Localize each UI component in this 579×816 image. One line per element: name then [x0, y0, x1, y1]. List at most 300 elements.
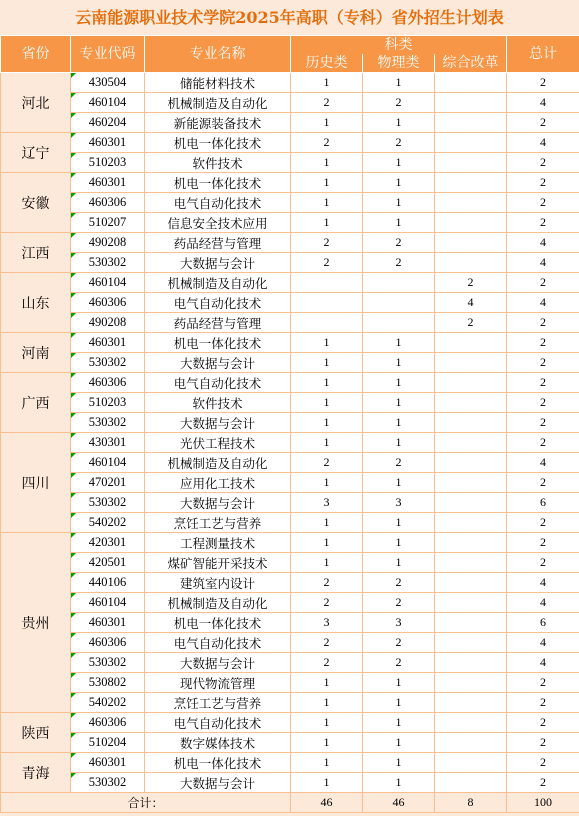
major-code-cell	[71, 293, 145, 313]
major-code-cell	[71, 233, 145, 253]
text-number-marker-icon	[71, 333, 76, 338]
table-row	[1, 73, 579, 93]
text-number-marker-icon	[71, 753, 76, 758]
major-code-cell	[71, 533, 145, 553]
province-cell: 安徽	[1, 173, 71, 233]
reform-count-cell	[435, 673, 507, 693]
physics-count-cell: 1	[363, 773, 435, 793]
total-count-cell: 4	[507, 653, 579, 673]
physics-count-cell: 2	[363, 653, 435, 673]
header-row	[1, 36, 579, 55]
major-code-text: 510203	[88, 395, 127, 409]
text-number-marker-icon	[71, 413, 76, 418]
major-name-cell: 建筑室内设计	[145, 573, 291, 593]
table-row	[1, 693, 579, 713]
text-number-marker-icon	[71, 453, 76, 458]
physics-count-cell: 1	[363, 393, 435, 413]
totals-physics: 46	[363, 793, 435, 813]
table-row	[1, 233, 579, 253]
total-count-cell: 4	[507, 253, 579, 273]
major-name-cell: 电气自动化技术	[145, 633, 291, 653]
text-number-marker-icon	[71, 193, 76, 198]
reform-count-cell	[435, 473, 507, 493]
total-count-cell: 2	[507, 353, 579, 373]
text-number-marker-icon	[71, 633, 76, 638]
total-count-cell: 2	[507, 473, 579, 493]
header-code: 专业代码	[71, 36, 145, 73]
reform-count-cell	[435, 773, 507, 793]
total-count-cell: 4	[507, 633, 579, 653]
reform-count-cell	[435, 233, 507, 253]
physics-count-cell: 3	[363, 613, 435, 633]
history-count-cell: 2	[291, 633, 363, 653]
physics-count-cell: 2	[363, 593, 435, 613]
major-code-text: 460306	[88, 635, 127, 649]
major-code-cell	[71, 173, 145, 193]
reform-count-cell	[435, 573, 507, 593]
physics-count-cell: 1	[363, 753, 435, 773]
table-row	[1, 213, 579, 233]
reform-count-cell	[435, 213, 507, 233]
table-row	[1, 333, 579, 353]
major-name-cell: 机电一体化技术	[145, 333, 291, 353]
major-code-cell	[71, 613, 145, 633]
text-number-marker-icon	[71, 173, 76, 178]
history-count-cell: 1	[291, 373, 363, 393]
major-code-cell	[71, 313, 145, 333]
major-code-cell	[71, 273, 145, 293]
text-number-marker-icon	[71, 93, 76, 98]
history-count-cell: 1	[291, 513, 363, 533]
history-count-cell: 1	[291, 213, 363, 233]
history-count-cell: 2	[291, 133, 363, 153]
province-cell: 山东	[1, 273, 71, 333]
reform-count-cell	[435, 73, 507, 93]
reform-count-cell	[435, 113, 507, 133]
major-code-text: 510204	[88, 735, 127, 749]
text-number-marker-icon	[71, 273, 76, 278]
reform-count-cell	[435, 613, 507, 633]
text-number-marker-icon	[71, 713, 76, 718]
table-row	[1, 773, 579, 793]
province-cell: 江西	[1, 233, 71, 273]
table-row	[1, 173, 579, 193]
physics-count-cell: 2	[363, 633, 435, 653]
totals-reform: 8	[435, 793, 507, 813]
table-body	[1, 73, 579, 793]
major-code-text: 460306	[88, 295, 127, 309]
text-number-marker-icon	[71, 553, 76, 558]
reform-count-cell	[435, 713, 507, 733]
totals-history: 46	[291, 793, 363, 813]
history-count-cell: 1	[291, 73, 363, 93]
major-code-cell	[71, 453, 145, 473]
table-row	[1, 393, 579, 413]
text-number-marker-icon	[71, 153, 76, 158]
major-code-text: 460104	[88, 275, 127, 289]
major-code-text: 460301	[88, 335, 127, 349]
table-row	[1, 713, 579, 733]
physics-count-cell: 1	[363, 173, 435, 193]
major-code-text: 470201	[88, 475, 127, 489]
totals-row	[1, 793, 579, 813]
major-name-cell: 机电一体化技术	[145, 753, 291, 773]
table-row	[1, 553, 579, 573]
reform-count-cell	[435, 633, 507, 653]
major-name-cell: 烹饪工艺与营养	[145, 693, 291, 713]
major-name-cell: 机电一体化技术	[145, 613, 291, 633]
major-code-cell	[71, 113, 145, 133]
physics-count-cell	[363, 313, 435, 333]
major-code-text: 540202	[88, 695, 127, 709]
physics-count-cell: 1	[363, 673, 435, 693]
text-number-marker-icon	[71, 353, 76, 358]
major-name-cell: 药品经营与管理	[145, 233, 291, 253]
total-count-cell: 2	[507, 713, 579, 733]
text-number-marker-icon	[71, 673, 76, 678]
history-count-cell	[291, 313, 363, 333]
major-name-cell: 大数据与会计	[145, 353, 291, 373]
history-count-cell	[291, 273, 363, 293]
total-count-cell: 2	[507, 373, 579, 393]
major-code-text: 420501	[88, 555, 127, 569]
physics-count-cell	[363, 273, 435, 293]
major-code-text: 460306	[88, 195, 127, 209]
table-row	[1, 573, 579, 593]
table-row	[1, 593, 579, 613]
history-count-cell: 1	[291, 713, 363, 733]
table-row	[1, 633, 579, 653]
province-cell: 贵州	[1, 533, 71, 713]
table-row	[1, 193, 579, 213]
text-number-marker-icon	[71, 473, 76, 478]
major-code-cell	[71, 433, 145, 453]
text-number-marker-icon	[71, 513, 76, 518]
history-count-cell: 3	[291, 613, 363, 633]
enrollment-plan-table	[0, 35, 579, 813]
header-reform: 综合改革	[435, 54, 507, 73]
reform-count-cell	[435, 693, 507, 713]
major-name-cell: 应用化工技术	[145, 473, 291, 493]
table-row	[1, 733, 579, 753]
physics-count-cell: 2	[363, 133, 435, 153]
reform-count-cell	[435, 153, 507, 173]
table-row	[1, 93, 579, 113]
header-history: 历史类	[291, 54, 363, 73]
text-number-marker-icon	[71, 253, 76, 258]
major-code-cell	[71, 73, 145, 93]
major-code-cell	[71, 633, 145, 653]
text-number-marker-icon	[71, 73, 76, 78]
province-cell: 青海	[1, 753, 71, 793]
physics-count-cell: 1	[363, 473, 435, 493]
table-row	[1, 313, 579, 333]
major-code-text: 530302	[88, 775, 127, 789]
major-name-cell: 电气自动化技术	[145, 293, 291, 313]
history-count-cell	[291, 293, 363, 313]
physics-count-cell: 1	[363, 193, 435, 213]
reform-count-cell	[435, 433, 507, 453]
text-number-marker-icon	[71, 773, 76, 778]
physics-count-cell: 1	[363, 113, 435, 133]
major-name-cell: 光伏工程技术	[145, 433, 291, 453]
major-code-cell	[71, 773, 145, 793]
reform-count-cell: 2	[435, 273, 507, 293]
major-code-text: 530302	[88, 255, 127, 269]
text-number-marker-icon	[71, 393, 76, 398]
text-number-marker-icon	[71, 233, 76, 238]
total-count-cell: 2	[507, 413, 579, 433]
physics-count-cell: 1	[363, 533, 435, 553]
major-code-text: 530302	[88, 415, 127, 429]
history-count-cell: 1	[291, 533, 363, 553]
table-row	[1, 673, 579, 693]
major-code-text: 430301	[88, 435, 127, 449]
reform-count-cell	[435, 653, 507, 673]
major-name-cell: 机械制造及自动化	[145, 593, 291, 613]
text-number-marker-icon	[71, 433, 76, 438]
major-code-cell	[71, 513, 145, 533]
history-count-cell: 2	[291, 233, 363, 253]
total-count-cell: 4	[507, 93, 579, 113]
reform-count-cell	[435, 253, 507, 273]
major-name-cell: 烹饪工艺与营养	[145, 513, 291, 533]
total-count-cell: 2	[507, 273, 579, 293]
physics-count-cell: 3	[363, 493, 435, 513]
province-cell: 广西	[1, 373, 71, 433]
total-count-cell: 2	[507, 153, 579, 173]
history-count-cell: 2	[291, 453, 363, 473]
major-code-text: 460104	[88, 595, 127, 609]
total-count-cell: 2	[507, 673, 579, 693]
province-cell: 四川	[1, 433, 71, 533]
major-code-cell	[71, 193, 145, 213]
total-count-cell: 6	[507, 493, 579, 513]
reform-count-cell	[435, 413, 507, 433]
physics-count-cell: 1	[363, 733, 435, 753]
reform-count-cell	[435, 193, 507, 213]
physics-count-cell: 1	[363, 513, 435, 533]
header-province: 省份	[1, 36, 71, 73]
history-count-cell: 1	[291, 333, 363, 353]
major-code-text: 460301	[88, 175, 127, 189]
major-code-text: 460301	[88, 135, 127, 149]
history-count-cell: 1	[291, 413, 363, 433]
text-number-marker-icon	[71, 313, 76, 318]
table-row	[1, 453, 579, 473]
history-count-cell: 2	[291, 593, 363, 613]
major-code-text: 460301	[88, 755, 127, 769]
header-name: 专业名称	[145, 36, 291, 73]
text-number-marker-icon	[71, 593, 76, 598]
reform-count-cell	[435, 373, 507, 393]
major-code-text: 460301	[88, 615, 127, 629]
table-row	[1, 613, 579, 633]
totals-total: 100	[507, 793, 579, 813]
major-code-text: 510203	[88, 155, 127, 169]
text-number-marker-icon	[71, 653, 76, 658]
physics-count-cell: 2	[363, 253, 435, 273]
table-row	[1, 493, 579, 513]
table-row	[1, 753, 579, 773]
reform-count-cell	[435, 553, 507, 573]
table-row	[1, 253, 579, 273]
major-name-cell: 工程测量技术	[145, 533, 291, 553]
reform-count-cell	[435, 753, 507, 773]
major-code-text: 540202	[88, 515, 127, 529]
major-code-text: 530302	[88, 495, 127, 509]
total-count-cell: 2	[507, 733, 579, 753]
history-count-cell: 1	[291, 773, 363, 793]
major-name-cell: 电气自动化技术	[145, 193, 291, 213]
history-count-cell: 1	[291, 673, 363, 693]
major-code-cell	[71, 673, 145, 693]
province-cell: 河北	[1, 73, 71, 133]
major-name-cell: 大数据与会计	[145, 773, 291, 793]
history-count-cell: 2	[291, 653, 363, 673]
text-number-marker-icon	[71, 613, 76, 618]
major-code-cell	[71, 553, 145, 573]
total-count-cell: 4	[507, 593, 579, 613]
major-name-cell: 储能材料技术	[145, 73, 291, 93]
table-row	[1, 113, 579, 133]
major-code-cell	[71, 393, 145, 413]
total-count-cell: 2	[507, 753, 579, 773]
major-code-cell	[71, 253, 145, 273]
reform-count-cell	[435, 453, 507, 473]
total-count-cell: 2	[507, 73, 579, 93]
total-count-cell: 2	[507, 433, 579, 453]
reform-count-cell	[435, 333, 507, 353]
table-row	[1, 373, 579, 393]
header-total: 总计	[507, 36, 579, 73]
major-code-cell	[71, 213, 145, 233]
total-count-cell: 4	[507, 293, 579, 313]
total-count-cell: 2	[507, 213, 579, 233]
total-count-cell: 2	[507, 193, 579, 213]
history-count-cell: 1	[291, 353, 363, 373]
reform-count-cell	[435, 353, 507, 373]
major-code-cell	[71, 713, 145, 733]
total-count-cell: 2	[507, 393, 579, 413]
major-code-text: 460204	[88, 115, 127, 129]
total-count-cell: 2	[507, 313, 579, 333]
history-count-cell: 2	[291, 573, 363, 593]
history-count-cell: 1	[291, 173, 363, 193]
table-row	[1, 473, 579, 493]
history-count-cell: 1	[291, 153, 363, 173]
reform-count-cell	[435, 93, 507, 113]
table-row	[1, 413, 579, 433]
page-title: 云南能源职业技术学院2025年高职（专科）省外招生计划表	[0, 0, 579, 35]
major-name-cell: 信息安全技术应用	[145, 213, 291, 233]
physics-count-cell: 1	[363, 213, 435, 233]
total-count-cell: 2	[507, 333, 579, 353]
header-group: 科类	[291, 36, 507, 55]
major-name-cell: 电气自动化技术	[145, 713, 291, 733]
major-code-text: 530802	[88, 675, 127, 689]
table-row	[1, 433, 579, 453]
major-name-cell: 软件技术	[145, 153, 291, 173]
history-count-cell: 1	[291, 393, 363, 413]
history-count-cell: 1	[291, 553, 363, 573]
total-count-cell: 4	[507, 573, 579, 593]
table-row	[1, 353, 579, 373]
total-count-cell: 4	[507, 233, 579, 253]
history-count-cell: 2	[291, 253, 363, 273]
major-name-cell: 机械制造及自动化	[145, 453, 291, 473]
totals-label: 合计：	[1, 793, 291, 813]
major-code-text: 460104	[88, 95, 127, 109]
history-count-cell: 1	[291, 193, 363, 213]
major-name-cell: 大数据与会计	[145, 493, 291, 513]
text-number-marker-icon	[71, 533, 76, 538]
physics-count-cell: 1	[363, 433, 435, 453]
reform-count-cell: 4	[435, 293, 507, 313]
reform-count-cell	[435, 173, 507, 193]
physics-count-cell: 1	[363, 713, 435, 733]
major-code-cell	[71, 493, 145, 513]
major-code-cell	[71, 353, 145, 373]
text-number-marker-icon	[71, 113, 76, 118]
reform-count-cell: 2	[435, 313, 507, 333]
major-name-cell: 机电一体化技术	[145, 133, 291, 153]
text-number-marker-icon	[71, 293, 76, 298]
major-code-cell	[71, 753, 145, 773]
history-count-cell: 1	[291, 733, 363, 753]
history-count-cell: 2	[291, 93, 363, 113]
reform-count-cell	[435, 593, 507, 613]
major-name-cell: 机械制造及自动化	[145, 273, 291, 293]
total-count-cell: 2	[507, 773, 579, 793]
total-count-cell: 2	[507, 513, 579, 533]
province-cell: 陕西	[1, 713, 71, 753]
major-code-cell	[71, 693, 145, 713]
major-name-cell: 煤矿智能开采技术	[145, 553, 291, 573]
physics-count-cell: 1	[363, 153, 435, 173]
text-number-marker-icon	[71, 573, 76, 578]
reform-count-cell	[435, 513, 507, 533]
major-code-text: 440106	[88, 575, 127, 589]
text-number-marker-icon	[71, 493, 76, 498]
major-name-cell: 药品经营与管理	[145, 313, 291, 333]
major-name-cell: 机械制造及自动化	[145, 93, 291, 113]
major-code-cell	[71, 413, 145, 433]
major-code-text: 430504	[88, 75, 127, 89]
total-count-cell: 2	[507, 173, 579, 193]
table-row	[1, 653, 579, 673]
physics-count-cell: 2	[363, 233, 435, 253]
major-name-cell: 现代物流管理	[145, 673, 291, 693]
total-count-cell: 6	[507, 613, 579, 633]
history-count-cell: 1	[291, 113, 363, 133]
total-count-cell: 2	[507, 533, 579, 553]
physics-count-cell: 1	[363, 373, 435, 393]
major-code-text: 490208	[88, 315, 127, 329]
table-row	[1, 133, 579, 153]
major-code-text: 460306	[88, 715, 127, 729]
major-name-cell: 大数据与会计	[145, 653, 291, 673]
text-number-marker-icon	[71, 133, 76, 138]
major-name-cell: 软件技术	[145, 393, 291, 413]
major-code-text: 460104	[88, 455, 127, 469]
major-code-cell	[71, 93, 145, 113]
text-number-marker-icon	[71, 693, 76, 698]
major-name-cell: 新能源装备技术	[145, 113, 291, 133]
province-cell: 河南	[1, 333, 71, 373]
reform-count-cell	[435, 133, 507, 153]
table-row	[1, 153, 579, 173]
